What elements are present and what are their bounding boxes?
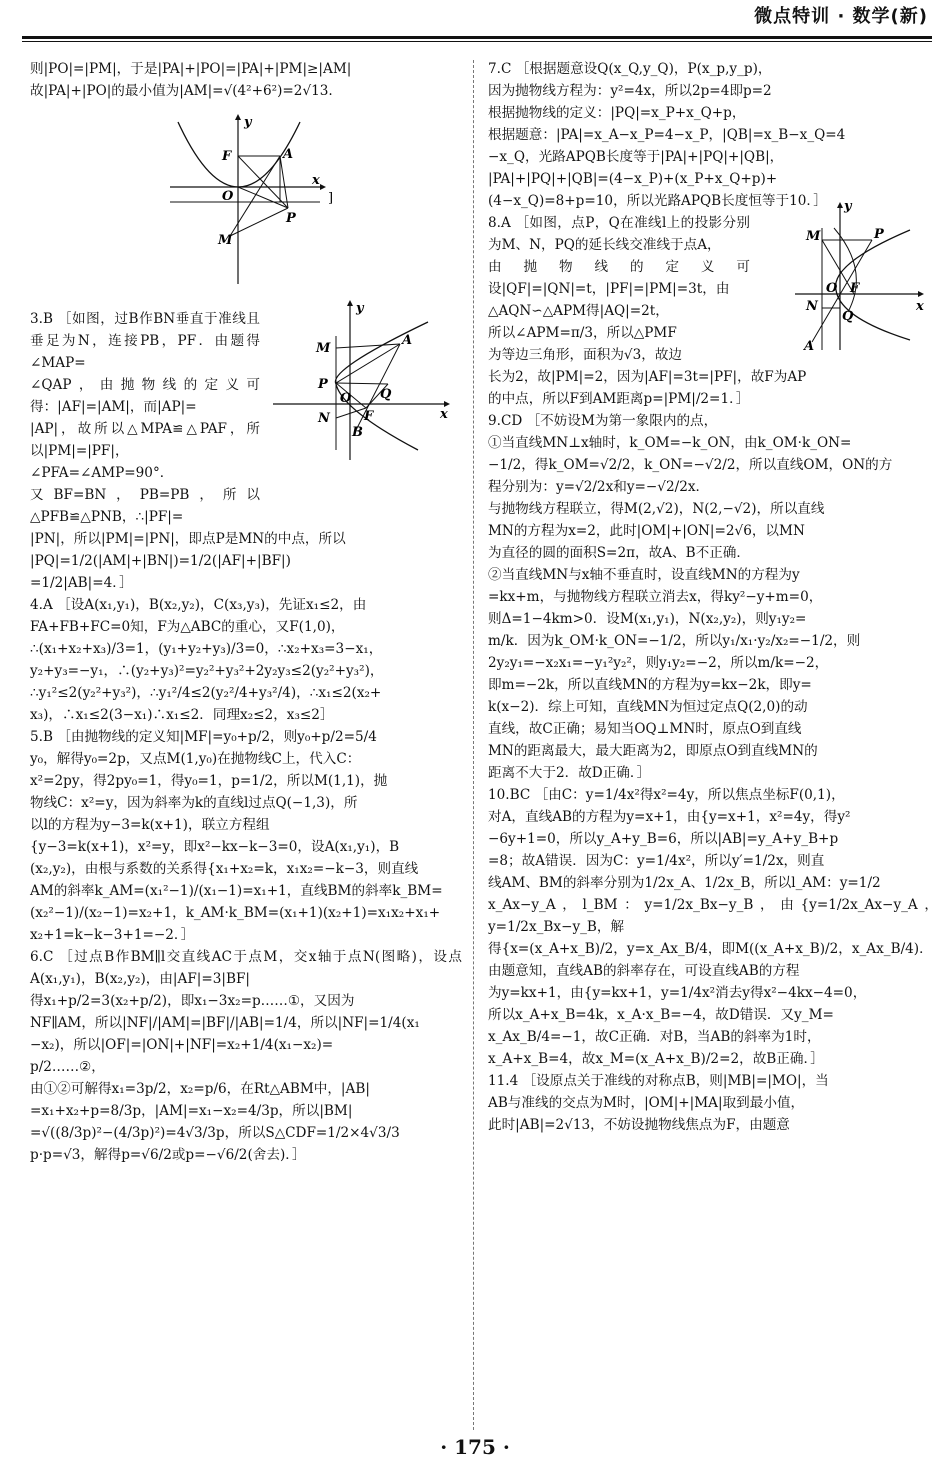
text-line: x_Ax−y_A，l_BM：y=1/2x_Bx−y_B，由{y=1/2x_Ax−y_A，y=1/2x_Bx−y_B，解 [488,897,938,935]
label-Q: Q [842,309,854,324]
text-line: △AQN∽△APM得|AQ|=2t， [488,303,669,319]
text-line: −6y+1=0，所以y_A+y_B=6，所以|AB|=y_A+y_B+p [488,831,839,847]
text-line: m/k．因为k_OM·k_ON=−1/2，所以y₁/x₁·y₂/x₂=−1/2，则 [488,633,861,649]
column-divider [473,60,474,1430]
label-P: P [874,227,884,242]
label-N: N [806,299,818,314]
figure-parabola-8 [790,200,935,352]
page-header-title: 微点特训 · 数学(新) [754,6,928,27]
text-line: 物线C：x²=y，因为斜率为k的直线l过点Q(−1,3)，所 [30,795,358,811]
label-O: O [826,281,838,296]
label-B: B [352,425,363,440]
label-F: F [222,149,232,164]
text-line: ∴y₁²≤2(y₂²+y₃²)，∴y₁²/4≤2(y₂²/4+y₃²/4)，∴x₁≤2(x₂+ [30,685,382,701]
text-line: 所以x_A+x_B=4k，x_A·x_B=−4，故D错误．又y_M= [488,1007,834,1023]
text-line: p·p=√3，解得p=√6/2或p=−√6/2(舍去)．］ [30,1147,306,1163]
text-line: 为等边三角形，面积为√3，故边 [488,347,683,363]
text-line: ∠QAP，由抛物线的定义可得：|AF|=|AM|，而|AP|= [30,377,260,415]
text-line: 由题意知，直线AB的斜率存在，可设直线AB的方程 [488,963,800,979]
figure-parabola-1 [160,112,360,288]
text-line: |PN|，所以|PM|=|PN|，即点P是MN的中点，所以 [30,531,346,547]
label-y: y [356,301,364,316]
text-line: 所以∠APM=π/3，所以△PMF [488,325,677,341]
text-line: −x_Q，光路APQB长度等于|PA|+|PQ|+|QB|， [488,149,784,165]
label-x: x [312,173,320,188]
text-line: (x₂²−1)/(x₂−1)=x₂+1，k_AM·k_BM=(x₁+1)(x₂+1)=x₁x₂+x₁+ [30,905,441,921]
text-line: 4.A ［设A(x₁,y₁)，B(x₂,y₂)，C(x₃,y₃)，先证x₁≤2，由 [30,597,367,613]
text-line: 长为2，故|PM|=2，因为|AF|=3t=|PF|，故F为AP [488,369,807,385]
text-line: x₃)，∴x₁≤2(3−x₁)∴x₁≤2．同理x₂≤2，x₃≤2］ [30,707,334,723]
text-line: 故|PA|+|PO|的最小值为|AM|=√(4²+6²)=2√13. [30,83,333,99]
text-line: 由抛物线的定义可设|QF|=|QN|=t，|PF|=|PM|=3t，由 [488,259,750,297]
text-line: p/2……②， [30,1059,105,1075]
text-line: x_A+x_B=4，故x_M=(x_A+x_B)/2=2，故B正确．］ [488,1051,824,1067]
text-line: 2y₂y₁=−x₂x₁=−y₁²y₂²，则y₁y₂=−2，所以m/k=−2， [488,655,829,671]
text-line: 3.B ［如图，过B作BN垂直于准线且垂足为N，连接PB，PF．由题得∠MAP= [30,311,260,371]
text-line: AM的斜率k_AM=(x₁²−1)/(x₁−1)=x₁+1，直线BM的斜率k_BM= [30,883,443,899]
text-line: 9.CD ［不妨设M为第一象限内的点， [488,413,718,429]
text-line: =√((8/3p)²−(4/3p)²)=4√3/3p，所以S△CDF=1/2×4√3/3 [30,1125,400,1141]
text-line: {y−3=k(x+1)，x²=y，即x²−kx−k−3=0，设A(x₁,y₁)，B [30,839,400,855]
text-line: =kx+m，与抛物线方程联立消去x，得ky²−y+m=0， [488,589,823,605]
text-line: 线AM、BM的斜率分别为1/2x_A、1/2x_B，所以l_AM：y=1/2 [488,875,881,891]
label-F: F [364,409,374,424]
text-line: y₂+y₃=−y₁，∴(y₂+y₃)²=y₂²+y₃²+2y₂y₃≤2(y₂²+y₃²)， [30,663,384,679]
text-line: FA+FB+FC=0知，F为△ABC的重心，又F(1,0)， [30,619,345,635]
label-A: A [804,339,815,352]
text-line: 则Δ=1−4km>0．设M(x₁,y₁)，N(x₂,y₂)，则y₁y₂= [488,611,807,627]
text-line: 为y=kx+1，由{y=kx+1，y=1/4x²消去y得x²−4kx−4=0， [488,985,867,1001]
text-line: ∠PFA=∠AMP=90°． [30,465,174,481]
text-line: 得{x=(x_A+x_B)/2，y=x_Ax_B/4，即M((x_A+x_B)/2，x_Ax_B/4)． [488,941,933,957]
text-line: 为直径的圆的面积S=2π，故A、B不正确． [488,545,750,561]
text-line: 根据抛物线的定义：|PQ|=x_P+x_Q+p， [488,105,746,121]
text-line: 因为抛物线方程为：y²=4x，所以2p=4即p=2 [488,83,772,99]
text-line: 则|PO|=|PM|，于是|PA|+|PO|=|PA|+|PM|≥|AM| [30,61,352,77]
text-line: 距离不大于2．故D正确．］ [488,765,651,781]
header-rule [22,36,932,39]
label-O: O [222,189,234,204]
text-line: =1/2|AB|=4．］ [30,575,133,591]
text-line: MN的方程为x=2，此时|OM|+|ON|=2√6，以MN [488,523,805,539]
text-line: 根据题意：|PA|=x_A−x_P=4−x_P，|QB|=x_B−x_Q=4 [488,127,846,143]
text-line: 7.C ［根据题意设Q(x_Q,y_Q)，P(x_p,y_p)， [488,61,772,77]
text-line: y₀，解得y₀=2p，又点M(1,y₀)在抛物线C上，代入C： [30,751,361,767]
text-line: |PA|+|PQ|+|QB|=(4−x_P)+(x_P+x_Q+p)+ [488,171,778,187]
text-line: ①当直线MN⊥x轴时，k_OM=−k_ON，由k_OM·k_ON= [488,435,852,451]
label-y: y [244,115,252,130]
label-Q: Q [380,387,392,402]
label-M: M [806,229,821,244]
text-line: 的中点，所以F到AM距离p=|PM|/2=1．］ [488,391,750,407]
label-M: M [218,233,233,248]
header-rule-thin [22,41,932,42]
label-y: y [844,200,852,214]
text-line: ∴(x₁+x₂+x₃)/3=1，(y₁+y₂+y₃)/3=0，∴x₂+x₃=3−x₁， [30,641,383,657]
text-line: −1/2，得k_OM=√2/2，k_ON=−√2/2，所以直线OM，ON的方 [488,457,893,473]
text-line: NF∥AM，所以|NF|/|AM|=|BF|/|AB|=1/4，所以|NF|=1/4(x₁ [30,1015,420,1031]
text-line: 与抛物线方程联立，得M(2,√2)，N(2,−√2)，所以直线 [488,501,825,517]
label-O: O [340,391,352,406]
text-line: 得x₁+p/2=3(x₂+p/2)，即x₁−3x₂=p……①，又因为 [30,993,355,1009]
text-line: 5.B ［由抛物线的定义知|MF|=y₀+p/2，则y₀+p/2=5/4 [30,729,377,745]
text-line: 8.A ［如图，点P，Q在准线l上的投影分别为M、N，PQ的延长线交准线于点A， [488,215,750,253]
text-line: 即m=−2k，所以直线MN的方程为y=kx−2k，即y= [488,677,812,693]
text-line: 11.4 ［设原点关于准线的对称点B，则|MB|=|MO|，当 [488,1073,829,1089]
text-line: x_Ax_B/4=−1，故C正确．对B，当AB的斜率为1时， [488,1029,821,1045]
text-line: x₂+1=k−k−3+1=−2．］ [30,927,195,943]
text-line: 程分别为：y=√2/2x和y=−√2/2x． [488,479,710,495]
text-line: 10.BC ［由C：y=1/4x²得x²=4y，所以焦点坐标F(0,1)， [488,787,845,803]
text-line: =8；故A错误．因为C：y=1/4x²，所以y′=1/2x，则直 [488,853,825,869]
label-x: x [916,299,924,314]
text-line: |AP|，故所以△MPA≌△PAF，所以|PM|=|PF|， [30,421,260,459]
text-line: =x₁+x₂+p=8/3p，|AM|=x₁−x₂=4/3p，所以|BM| [30,1103,353,1119]
label-N: N [318,411,330,426]
label-P: P [286,211,296,226]
text-line: |PQ|=1/2(|AM|+|BN|)=1/2(|AF|+|BF|) [30,553,291,569]
text-line: MN的距离最大，最大距离为2，即原点O到直线MN的 [488,743,818,759]
text-line: x²=2py，得2py₀=1，得y₀=1，p=1/2，所以M(1,1)，抛 [30,773,388,789]
label-P: P [318,377,328,392]
closing-bracket: ] [328,191,334,206]
text-line: −x₂)，所以|OF|=|ON|+|NF|=x₂+1/4(x₁−x₂)= [30,1037,334,1053]
figure-parabola-3 [268,300,458,462]
label-F: F [850,281,860,296]
text-line: AB与准线的交点为M时，|OM|+|MA|取到最小值， [488,1095,805,1111]
text-line: 又BF=BN，PB=PB，所以△PFB≌△PNB，∴|PF|= [30,487,260,525]
text-line: (4−x_Q)=8+p=10，所以光路APQB长度恒等于10．］ [488,193,827,209]
text-line: 此时|AB|=2√13，不妨设抛物线焦点为F，由题意 [488,1117,790,1133]
text-line: 由①②可解得x₁=3p/2，x₂=p/6，在Rt△ABM中，|AB| [30,1081,370,1097]
label-M: M [316,341,331,356]
label-A: A [402,333,413,348]
text-line: 对A，直线AB的方程为y=x+1，由{y=x+1，x²=4y，得y² [488,809,851,825]
label-x: x [440,407,448,422]
text-line: ②当直线MN与x轴不垂直时，设直线MN的方程为y [488,567,800,583]
text-line: k(x−2)．综上可知，直线MN为恒过定点Q(2,0)的动 [488,699,808,715]
label-A: A [283,147,294,162]
text-line: 6.C ［过点B作BM∥l交直线AC于点M，交x轴于点N(图略)，设点A(x₁,y₁)，B(x₂,y₂)，由|AF|=3|BF| [30,949,462,987]
page-number: · 175 · [440,1435,510,1459]
text-line: (x₂,y₂)，由根与系数的关系得{x₁+x₂=k，x₁x₂=−k−3，则直线 [30,861,419,877]
text-line: 以l的方程为y−3=k(x+1)，联立方程组 [30,817,270,833]
text-line: 直线，故C正确；易知当OQ⊥MN时，原点O到直线 [488,721,802,737]
